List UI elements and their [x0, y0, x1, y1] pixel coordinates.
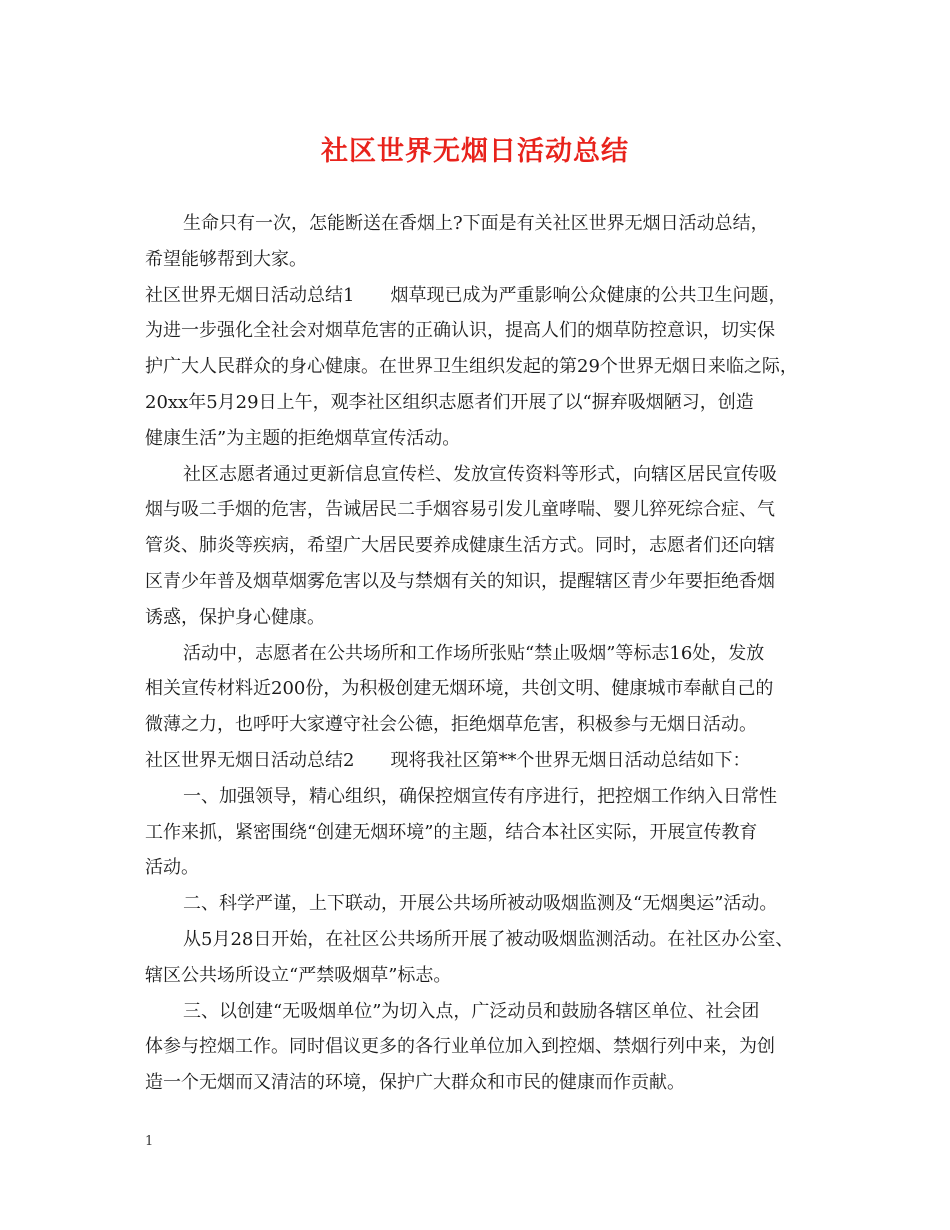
document-body	[145, 206, 815, 1101]
paragraph-line: 微薄之力，也呼吁大家遵守社会公德，拒绝烟草危害，积极参与无烟日活动。	[145, 714, 757, 736]
paragraph-line: 三、以创建“无吸烟单位”为切入点，广泛动员和鼓励各辖区单位、社会团	[183, 1000, 760, 1022]
paragraph-line: 相关宣传材料近200份，为积极创建无烟环境，共创文明、健康城市奉献自己的	[145, 678, 774, 700]
section-intro-text: 烟草现已成为严重影响公众健康的公共卫生问题，	[390, 284, 787, 306]
paragraph-line: 管炎、肺炎等疾病，希望广大居民要养成健康生活方式。同时，志愿者们还向辖	[145, 535, 775, 557]
paragraph-line: 社区志愿者通过更新信息宣传栏、发放宣传资料等形式，向辖区居民宣传吸	[183, 463, 777, 485]
paragraph-line: 二、科学严谨，上下联动，开展公共场所被动吸烟监测及“无烟奥运”活动。	[183, 893, 778, 915]
paragraph-line: 护广大人民群众的身心健康。在世界卫生组织发起的第29个世界无烟日来临之际，	[145, 356, 798, 378]
paragraph-line: 一、加强领导，精心组织，确保控烟宣传有序进行，把控烟工作纳入日常性	[183, 785, 777, 807]
paragraph-line: 诱惑，保护身心健康。	[145, 606, 325, 628]
section-heading-line	[145, 278, 815, 314]
paragraph-line: 希望能够帮到大家。	[145, 248, 307, 270]
section-heading: 社区世界无烟日活动总结2	[145, 749, 355, 771]
section-heading: 社区世界无烟日活动总结1	[145, 284, 355, 306]
paragraph-line: 工作来抓，紧密围绕“创建无烟环境”的主题，结合本社区实际，开展宣传教育	[145, 821, 758, 843]
paragraph-line: 辖区公共场所设立“严禁吸烟草”标志。	[145, 964, 452, 986]
paragraph-line: 体参与控烟工作。同时倡议更多的各行业单位加入到控烟、禁烟行列中来，为创	[145, 1036, 775, 1058]
paragraph-line: 活动。	[145, 857, 199, 879]
section-heading-line	[145, 743, 815, 779]
document-title: 社区世界无烟日活动总结	[321, 136, 629, 167]
page-number: 1	[145, 1134, 154, 1149]
paragraph-line: 生命只有一次，怎能断送在香烟上?下面是有关社区世界无烟日活动总结，	[183, 213, 769, 234]
paragraph-line: 造一个无烟而又清洁的环境，保护广大群众和市民的健康而作贡献。	[145, 1072, 685, 1094]
paragraph-line: 区青少年普及烟草烟雾危害以及与禁烟有关的知识，提醒辖区青少年要拒绝香烟	[145, 570, 775, 592]
paragraph-line: 20xx年5月29日上午，观李社区组织志愿者们开展了以“摒弃吸烟陋习，创造	[145, 391, 754, 413]
paragraph-line: 为进一步强化全社会对烟草危害的正确认识，提高人们的烟草防控意识，切实保	[145, 320, 775, 342]
paragraph-line: 烟与吸二手烟的危害，告诫居民二手烟容易引发儿童哮喘、婴儿猝死综合症、气	[145, 499, 775, 521]
paragraph-line: 活动中，志愿者在公共场所和工作场所张贴“禁止吸烟”等标志16处，发放	[183, 642, 765, 664]
paragraph-line: 健康生活”为主题的拒绝烟草宣传活动。	[145, 427, 461, 449]
paragraph-line: 从5月28日开始，在社区公共场所开展了被动吸烟监测活动。在社区办公室、	[183, 928, 794, 950]
section-intro-text: 现将我社区第**个世界无烟日活动总结如下：	[390, 749, 751, 771]
